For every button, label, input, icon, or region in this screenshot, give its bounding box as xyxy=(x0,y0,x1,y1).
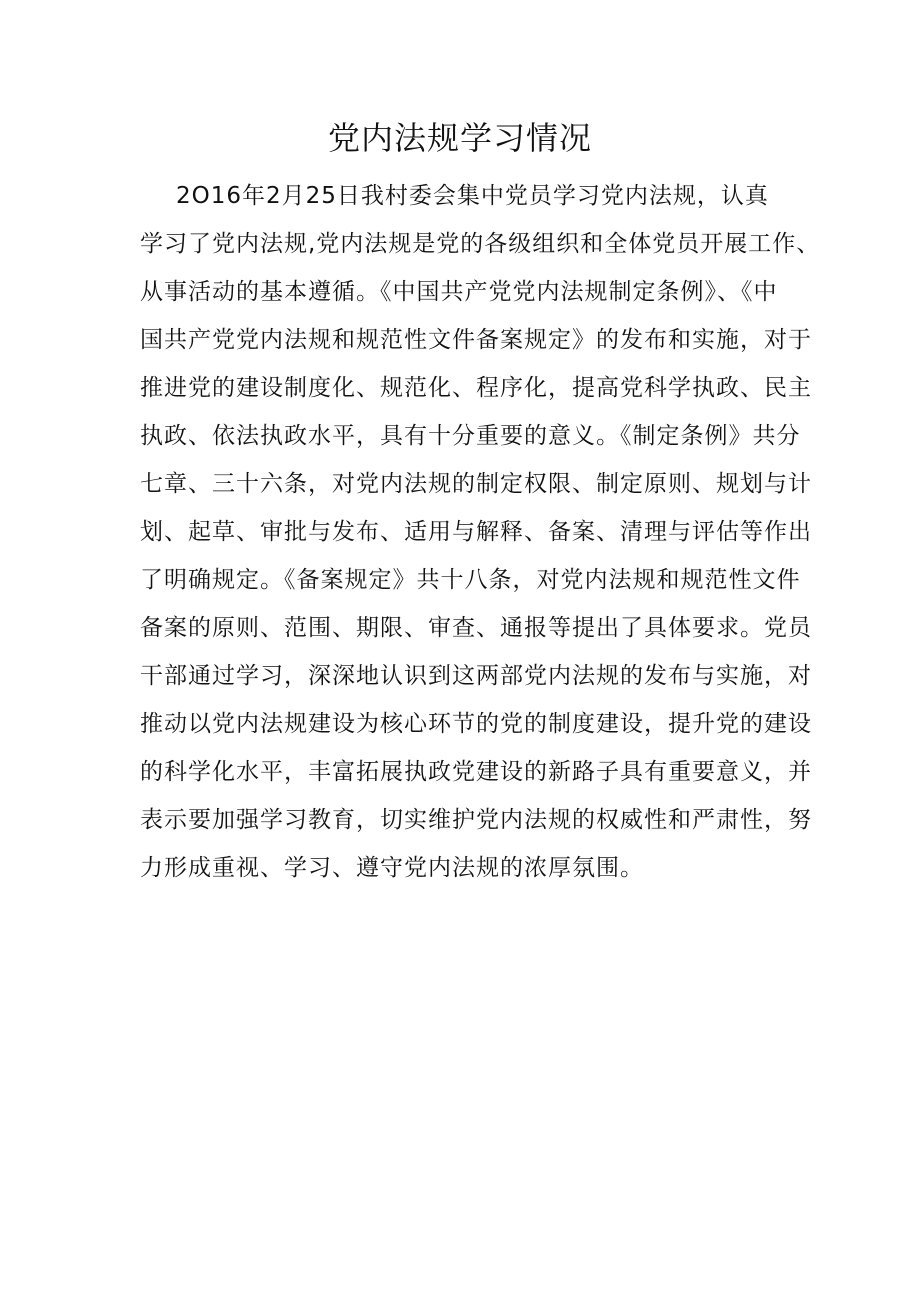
paragraph-line: 执政、依法执政水平，具有十分重要的意义。《制定条例》共分 xyxy=(140,423,801,449)
paragraph-line: 力形成重视、学习、遵守党内法规的浓厚氛围。 xyxy=(140,855,644,881)
paragraph-line: 从事活动的基本遵循。《中国共产党党内法规制定条例》、《中 xyxy=(140,279,778,305)
paragraph-line: 备案的原则、范围、期限、审查、通报等提出了具体要求。党员 xyxy=(140,615,812,641)
paragraph-line: 划、起草、审批与发布、适用与解释、备案、清理与评估等作出 xyxy=(140,519,812,545)
document-title: 党内法规学习情况 xyxy=(327,119,592,157)
paragraph-line: 了明确规定。《备案规定》共十八条，对党内法规和规范性文件 xyxy=(140,567,801,593)
document-body xyxy=(140,172,821,892)
paragraph-line: 2O16年2月25日我村委会集中党员学习党内法规，认真 xyxy=(176,183,769,209)
paragraph-line: 干部通过学习，深深地认识到这两部党内法规的发布与实施，对 xyxy=(140,663,812,689)
paragraph-line: 表示要加强学习教育，切实维护党内法规的权威性和严肃性，努 xyxy=(140,807,812,833)
paragraph-line: 推动以党内法规建设为核心环节的党的制度建设，提升党的建设 xyxy=(140,711,812,737)
paragraph-line: 推进党的建设制度化、规范化、程序化，提高党科学执政、民主 xyxy=(140,375,812,401)
paragraph-line: 的科学化水平，丰富拓展执政党建设的新路子具有重要意义，并 xyxy=(140,759,812,785)
paragraph-line: 国共产党党内法规和规范性文件备案规定》的发布和实施，对于 xyxy=(140,327,812,353)
paragraph-line: 七章、三十六条，对党内法规的制定权限、制定原则、规划与计 xyxy=(140,471,812,497)
paragraph-line: 学习了党内法规,党内法规是党的各级组织和全体党员开展工作、 xyxy=(140,231,821,257)
